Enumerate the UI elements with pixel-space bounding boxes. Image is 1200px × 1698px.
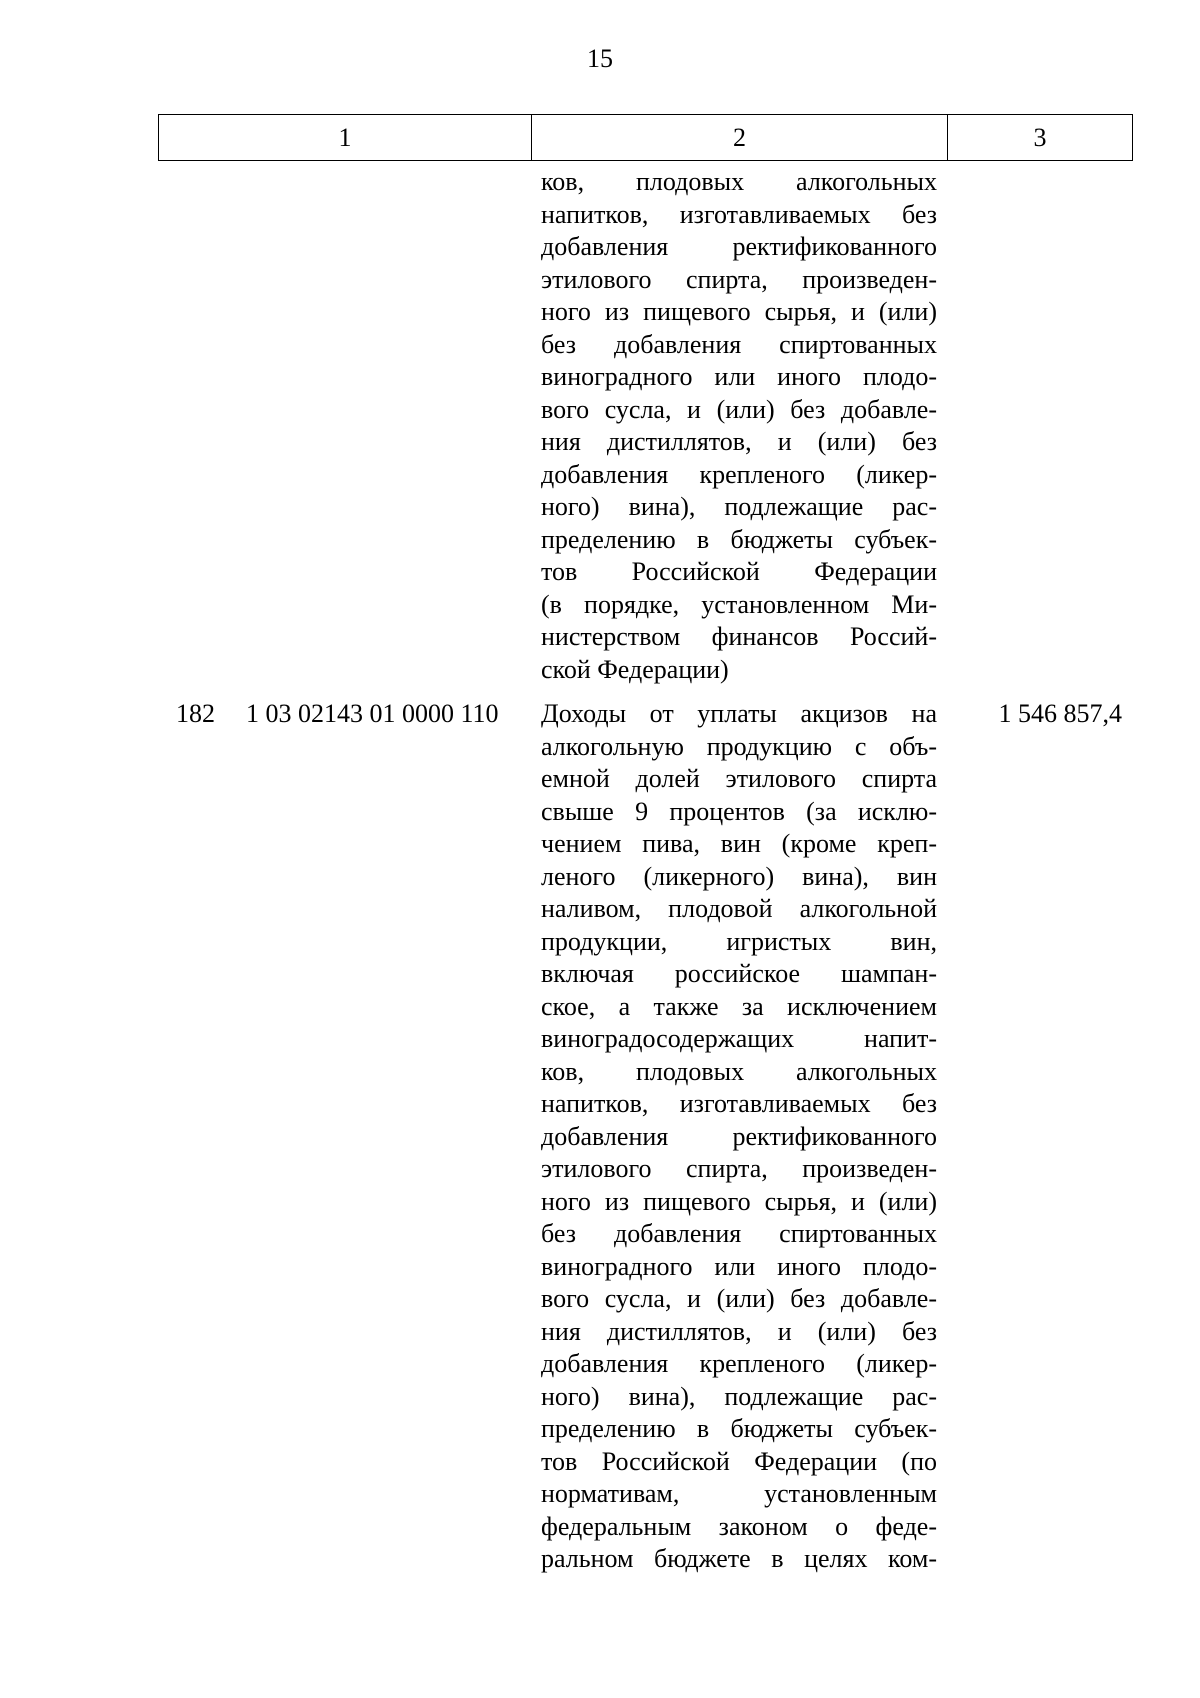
text-line: виноградного или иного плодо-	[541, 1251, 937, 1281]
entry-description	[541, 698, 937, 1576]
budget-classification-code: 1 03 02143 01 0000 110	[246, 699, 499, 728]
text-line: напитков, изготавливаемых без	[541, 1089, 937, 1118]
text-line: без добавления спиртованных	[541, 1219, 937, 1248]
text-line: добавления крепленого (ликер-	[541, 1349, 937, 1378]
text-line: ного из пищевого сырья, и (или)	[541, 1186, 937, 1216]
admin-code: 182	[176, 699, 215, 728]
text-line: ское, а также за исключением	[541, 991, 937, 1021]
header-col-1: 1	[159, 115, 532, 160]
text-line: добавления ректификованного	[541, 1121, 937, 1151]
text-line: ния дистиллятов, и (или) без	[541, 427, 937, 456]
text-line: включая российское шампан-	[541, 959, 937, 988]
text-line: продукции, игристых вин,	[541, 926, 937, 956]
text-line: нистерством финансов Россий-	[541, 622, 937, 651]
text-line: пределению в бюджеты субъек-	[541, 1414, 937, 1443]
text-line: ного) вина), подлежащие рас-	[541, 1381, 937, 1411]
text-line: ного) вина), подлежащие рас-	[541, 492, 937, 521]
text-line: нормативам, установленным	[541, 1479, 937, 1508]
text-line: чением пива, вин (кроме креп-	[541, 829, 937, 858]
text-line: напитков, изготавливаемых без	[541, 199, 937, 229]
text-line: Доходы от уплаты акцизов на	[541, 699, 937, 728]
text-line: виноградосодержащих напит-	[541, 1024, 937, 1053]
text-line: свыше 9 процентов (за исклю-	[541, 796, 937, 826]
table-header	[158, 114, 1133, 161]
text-line: вого сусла, и (или) без добавле-	[541, 1284, 937, 1313]
text-line: ральном бюджете в целях ком-	[541, 1544, 937, 1573]
text-line: наливом, плодовой алкогольной	[541, 894, 937, 923]
text-line: без добавления спиртованных	[541, 329, 937, 359]
text-line: емной долей этилового спирта	[541, 764, 937, 793]
text-line: вого сусла, и (или) без добавле-	[541, 394, 937, 424]
text-line: ков, плодовых алкогольных	[541, 1056, 937, 1086]
text-line: добавления ректификованного	[541, 232, 937, 261]
text-line: виноградного или иного плодо-	[541, 362, 937, 391]
text-line: ния дистиллятов, и (или) без	[541, 1316, 937, 1346]
text-line: ного из пищевого сырья, и (или)	[541, 297, 937, 326]
text-line: ской Федерации)	[541, 654, 729, 684]
text-line: федеральным законом о феде-	[541, 1511, 937, 1541]
header-col-3: 3	[1033, 122, 1047, 152]
header-col-2: 2	[532, 115, 948, 160]
text-line: (в порядке, установленном Ми-	[541, 589, 937, 619]
text-line: этилового спирта, произведен-	[541, 264, 937, 294]
continuation-text	[541, 166, 937, 686]
text-line: тов Российской Федерации (по	[541, 1446, 937, 1476]
text-line: добавления крепленого (ликер-	[541, 459, 937, 489]
text-line: ков, плодовых алкогольных	[541, 167, 937, 196]
entry-amount: 1 546 857,4	[998, 699, 1122, 728]
text-line: этилового спирта, произведен-	[541, 1154, 937, 1183]
text-line: леного (ликерного) вина), вин	[541, 861, 937, 891]
text-line: пределению в бюджеты субъек-	[541, 524, 937, 554]
page-number: 15	[587, 44, 613, 73]
text-line: тов Российской Федерации	[541, 557, 937, 586]
text-line: алкогольную продукцию с объ-	[541, 731, 937, 761]
